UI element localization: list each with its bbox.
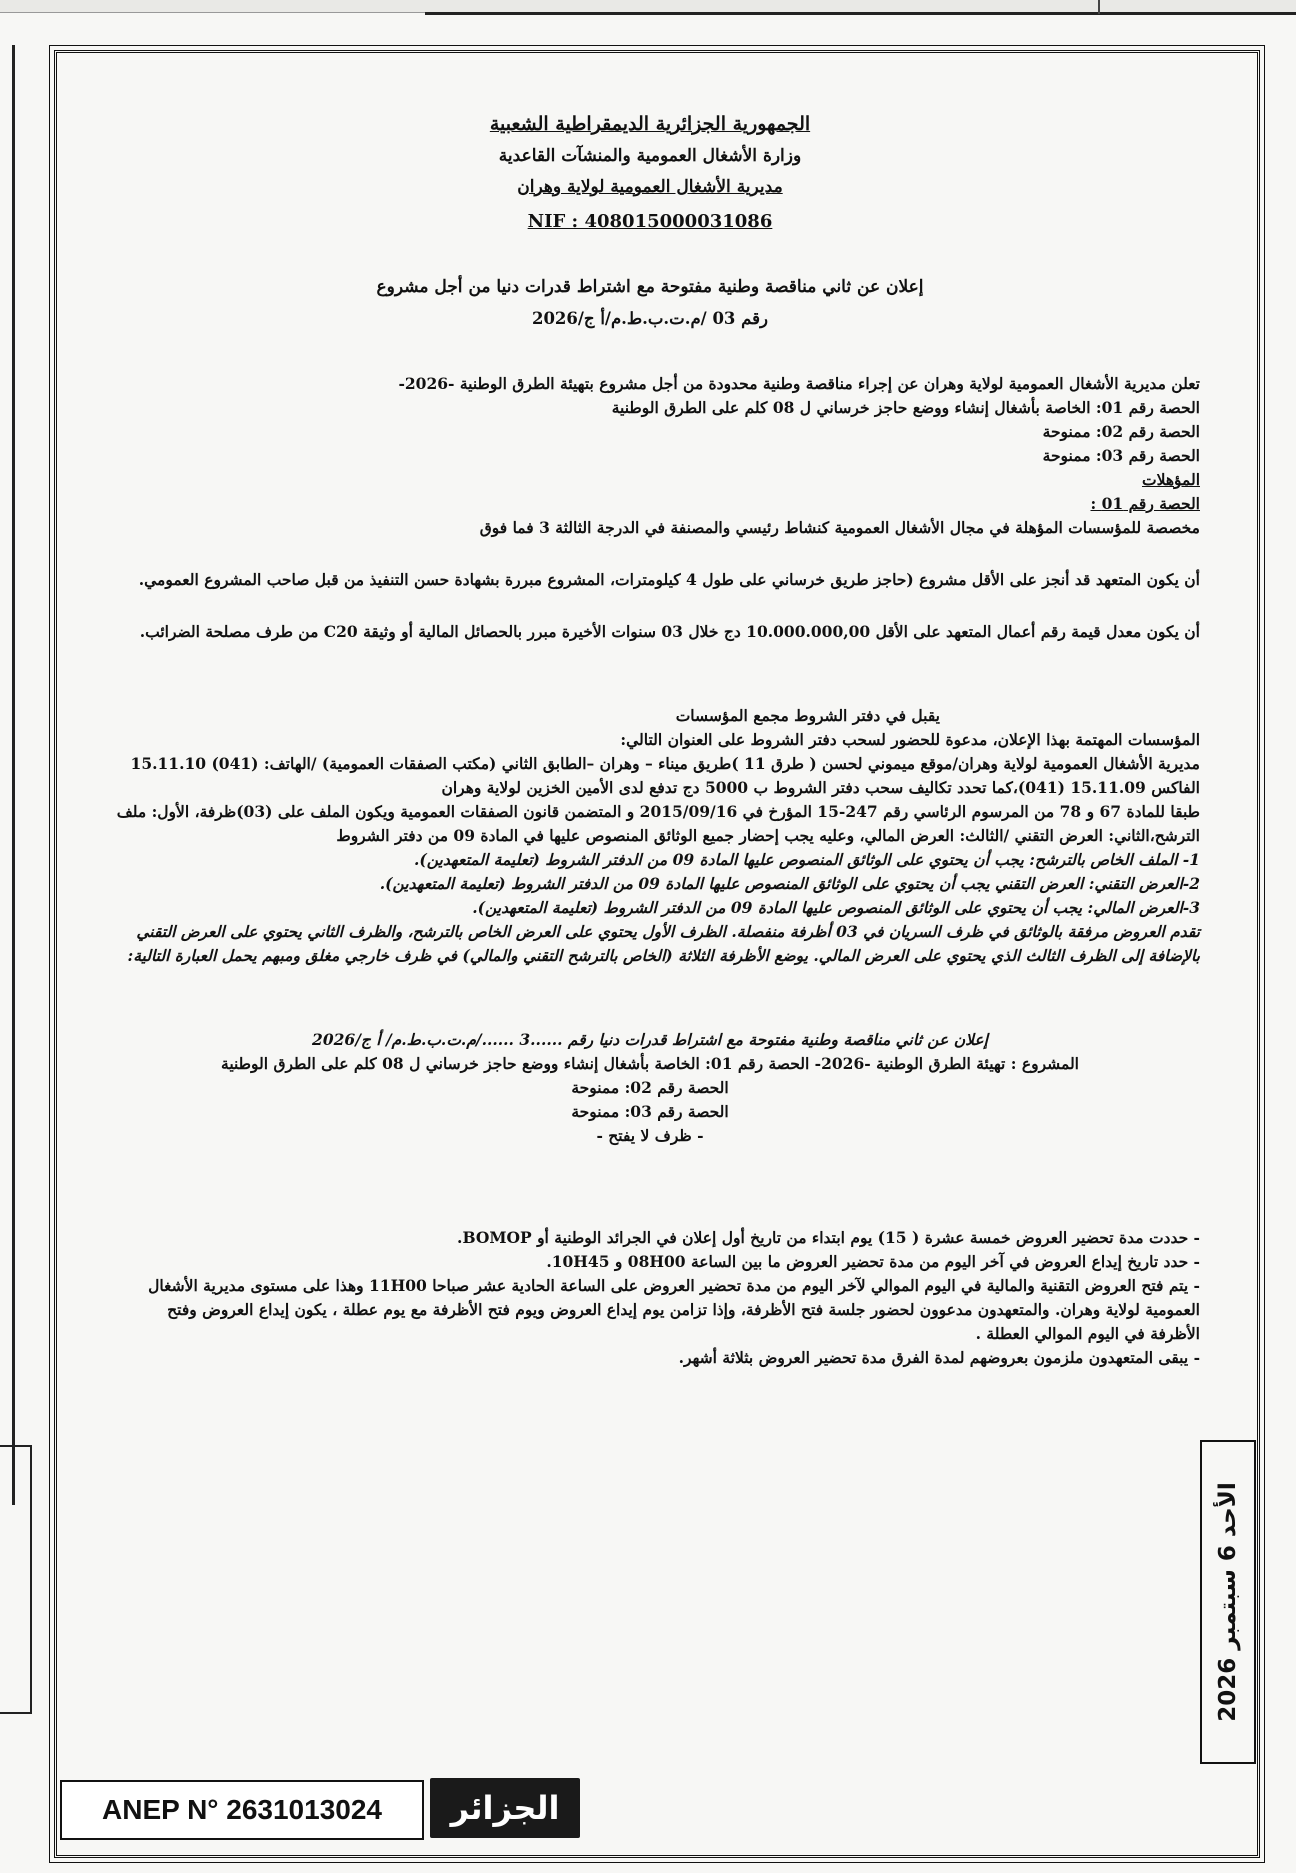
intro-line: تعلن مديرية الأشغال العمومية لولاية وهران عن إجراء مناقصة وطنية محدودة من أجل مشروع بتهيئة الطرق الوطنية -2026- <box>398 373 1200 393</box>
notice-reference: رقم 03 /م.ت.ب.ط.م/أ ج/2026 <box>531 309 769 329</box>
specs-line-0: يقبل في دفتر الشروط مجمع المؤسسات <box>675 706 940 726</box>
eligibility-line-2: أن يكون المتعهد قد أنجز على الأقل مشروع (حاجز طريق خرساني على طول 4 كيلومترات، المشروع مبررة بشهادة حسن التنفيذ من قبل صاحب المشروع العمومي. <box>138 570 1200 590</box>
specs-item-2: 2-العرض التقني: العرض التقني يجب أن يحتوي على الوثائق المنصوص عليها المادة 09 من الدفتر الشروط (تعليمة المتعهدين). <box>379 874 1200 894</box>
specs-item-1: 1- الملف الخاص بالترشح: يجب أن يحتوي على الوثائق المنصوص عليها المادة 09 من الدفتر الشروط (تعليمة المتعهدين). <box>413 850 1200 870</box>
lot-3: الحصة رقم 03: ممنوحة <box>1042 445 1200 465</box>
specs-line-4: طبقا للمادة 67 و 78 من المرسوم الرئاسي رقم 247-15 المؤرخ في 2015/09/16 و المتضمن قانون الصفقات العمومية ويكون الملف على (03)ظرفة، الأول: ملف <box>116 802 1200 822</box>
lot-1: الحصة رقم 01: الخاصة بأشغال إنشاء ووضع حاجز خرساني ل 08 كلم على الطرق الوطنية <box>611 397 1200 417</box>
terms-line-1: - حددت مدة تحضير العروض خمسة عشرة ( 15) يوم ابتداء من تاريخ أول إعلان في الجرائد الوطنية أو BOMOP. <box>457 1228 1200 1248</box>
ministry-header: وزارة الأشغال العمومية والمنشآت القاعدية <box>498 146 802 167</box>
eligibility-line-1: مخصصة للمؤسسات المؤهلة في مجال الأشغال العمومية كنشاط رئيسي والمصنفة في الدرجة الثالثة 3 فما فوق <box>479 518 1200 538</box>
newspaper-logo: الجزائر <box>430 1778 580 1838</box>
left-page-edge <box>0 45 15 1505</box>
specs-line-6: تقدم العروض مرفقة بالوثائق في ظرف السريان في 03 أظرفة منفصلة. الظرف الأول يحتوي على العرض الخاص بالترشح، والظرف الثاني يحتوي على العرض التقني <box>136 922 1200 942</box>
specs-line-2: مديرية الأشغال العمومية لولاية وهران/موقع ميموني لحسن ( طرق 11 )طريق ميناء – وهران –الطابق الثاني (مكتب الصفقات العمومية) /الهاتف: (041) 15.11.10 <box>130 754 1200 774</box>
anep-number: ANEP N° 2631013024 <box>60 1780 424 1840</box>
top-tick <box>1098 0 1100 14</box>
terms-line-4: العمومية لولاية وهران. والمتعهدون مدعوون لحضور جلسة فتح الأظرفة، وإذا تزامن يوم إيداع العروض ويوم فتح الأظرفة مع يوم عطلة ، يكون إيداع العروض وفتح <box>167 1300 1200 1320</box>
terms-line-6: - يبقى المتعهدون ملزمون بعروضهم لمدة الفرق مدة تحضير العروض بثلاثة أشهر. <box>678 1348 1200 1368</box>
specs-line-3: الفاكس 15.11.09 (041)،كما تحدد تكاليف سحب دفتر الشروط ب 5000 دج تدفع لدى الأمين الخزين لولاية وهران <box>441 778 1200 798</box>
envelope-line-3: الحصة رقم 02: ممنوحة <box>571 1078 729 1098</box>
publication-date-box <box>1200 1440 1256 1764</box>
lot-2: الحصة رقم 02: ممنوحة <box>1042 421 1200 441</box>
eligibility-heading: المؤهلات <box>1141 469 1200 489</box>
directorate-header: مديرية الأشغال العمومية لولاية وهران <box>517 176 783 197</box>
eligibility-lot-heading: الحصة رقم 01 : <box>1090 494 1200 513</box>
specs-line-5: الترشح،الثاني: العرض التقني /الثالث: العرض المالي، وعليه يجب إحضار جميع الوثائق المنصوص عليها في المادة 09 من دفتر الشروط <box>336 826 1200 846</box>
envelope-line-1: إعلان عن ثاني مناقصة وطنية مفتوحة مع اشتراط قدرات دنيا رقم ......3 ....../م.ت.ب.ط.م/ أ ج/2026 <box>312 1030 988 1050</box>
envelope-line-5: - ظرف لا يفتح - <box>596 1126 704 1146</box>
republic-header: الجمهورية الجزائرية الديمقراطية الشعبية <box>489 113 811 135</box>
envelope-line-4: الحصة رقم 03: ممنوحة <box>571 1102 729 1122</box>
terms-line-2: - حدد تاريخ إيداع العروض في آخر اليوم من مدة تحضير العروض ما بين الساعة 08H00 و 10H45. <box>546 1252 1200 1272</box>
specs-item-3: 3-العرض المالي: يجب أن يحتوي على الوثائق المنصوص عليها المادة 09 من الدفتر الشروط (تعليمة المتعهدين). <box>472 898 1200 918</box>
specs-line-7: بالإضافة إلى الظرف الثالث الذي يحتوي على العرض المالي. يوضع الأظرفة الثلاثة (الخاص بالترشح التقني والمالي) في ظرف خارجي مغلق ومبهم يحمل العبارة التالية: <box>127 946 1200 966</box>
publication-date: الأحد 6 سبتمبر 2026 <box>1215 1482 1241 1722</box>
top-rule-line <box>425 12 1296 15</box>
eligibility-line-3: أن يكون معدل قيمة رقم أعمال المتعهد على الأقل 10.000.000,00 دج خلال 03 سنوات الأخيرة مبرر بالحصائل المالية أو وثيقة C20 من طرف مصلحة الضرائب. <box>139 622 1200 642</box>
specs-line-1: المؤسسات المهتمة بهذا الإعلان، مدعوة للحضور لسحب دفتر الشروط على العنوان التالي: <box>620 730 1200 750</box>
envelope-line-2: المشروع : تهيئة الطرق الوطنية -2026- الحصة رقم 01: الخاصة بأشغال إنشاء ووضع حاجز خرساني ل 08 كلم على الطرق الوطنية <box>221 1054 1079 1074</box>
notice-document <box>100 110 1200 1370</box>
terms-line-5: الأظرفة في اليوم الموالي العطلة . <box>975 1324 1200 1344</box>
terms-line-3: - يتم فتح العروض التقنية والمالية في اليوم الموالي لآخر اليوم من مدة تحضير العروض على الساعة الحادية عشر صباحا 11H00 وهذا على مستوى مديرية الأشغال <box>148 1276 1200 1296</box>
left-stub-box <box>0 1445 32 1714</box>
notice-title: إعلان عن ثاني مناقصة وطنية مفتوحة مع اشتراط قدرات دنيا من أجل مشروع <box>376 277 924 298</box>
nif-number: NIF : 408015000031086 <box>527 211 773 233</box>
